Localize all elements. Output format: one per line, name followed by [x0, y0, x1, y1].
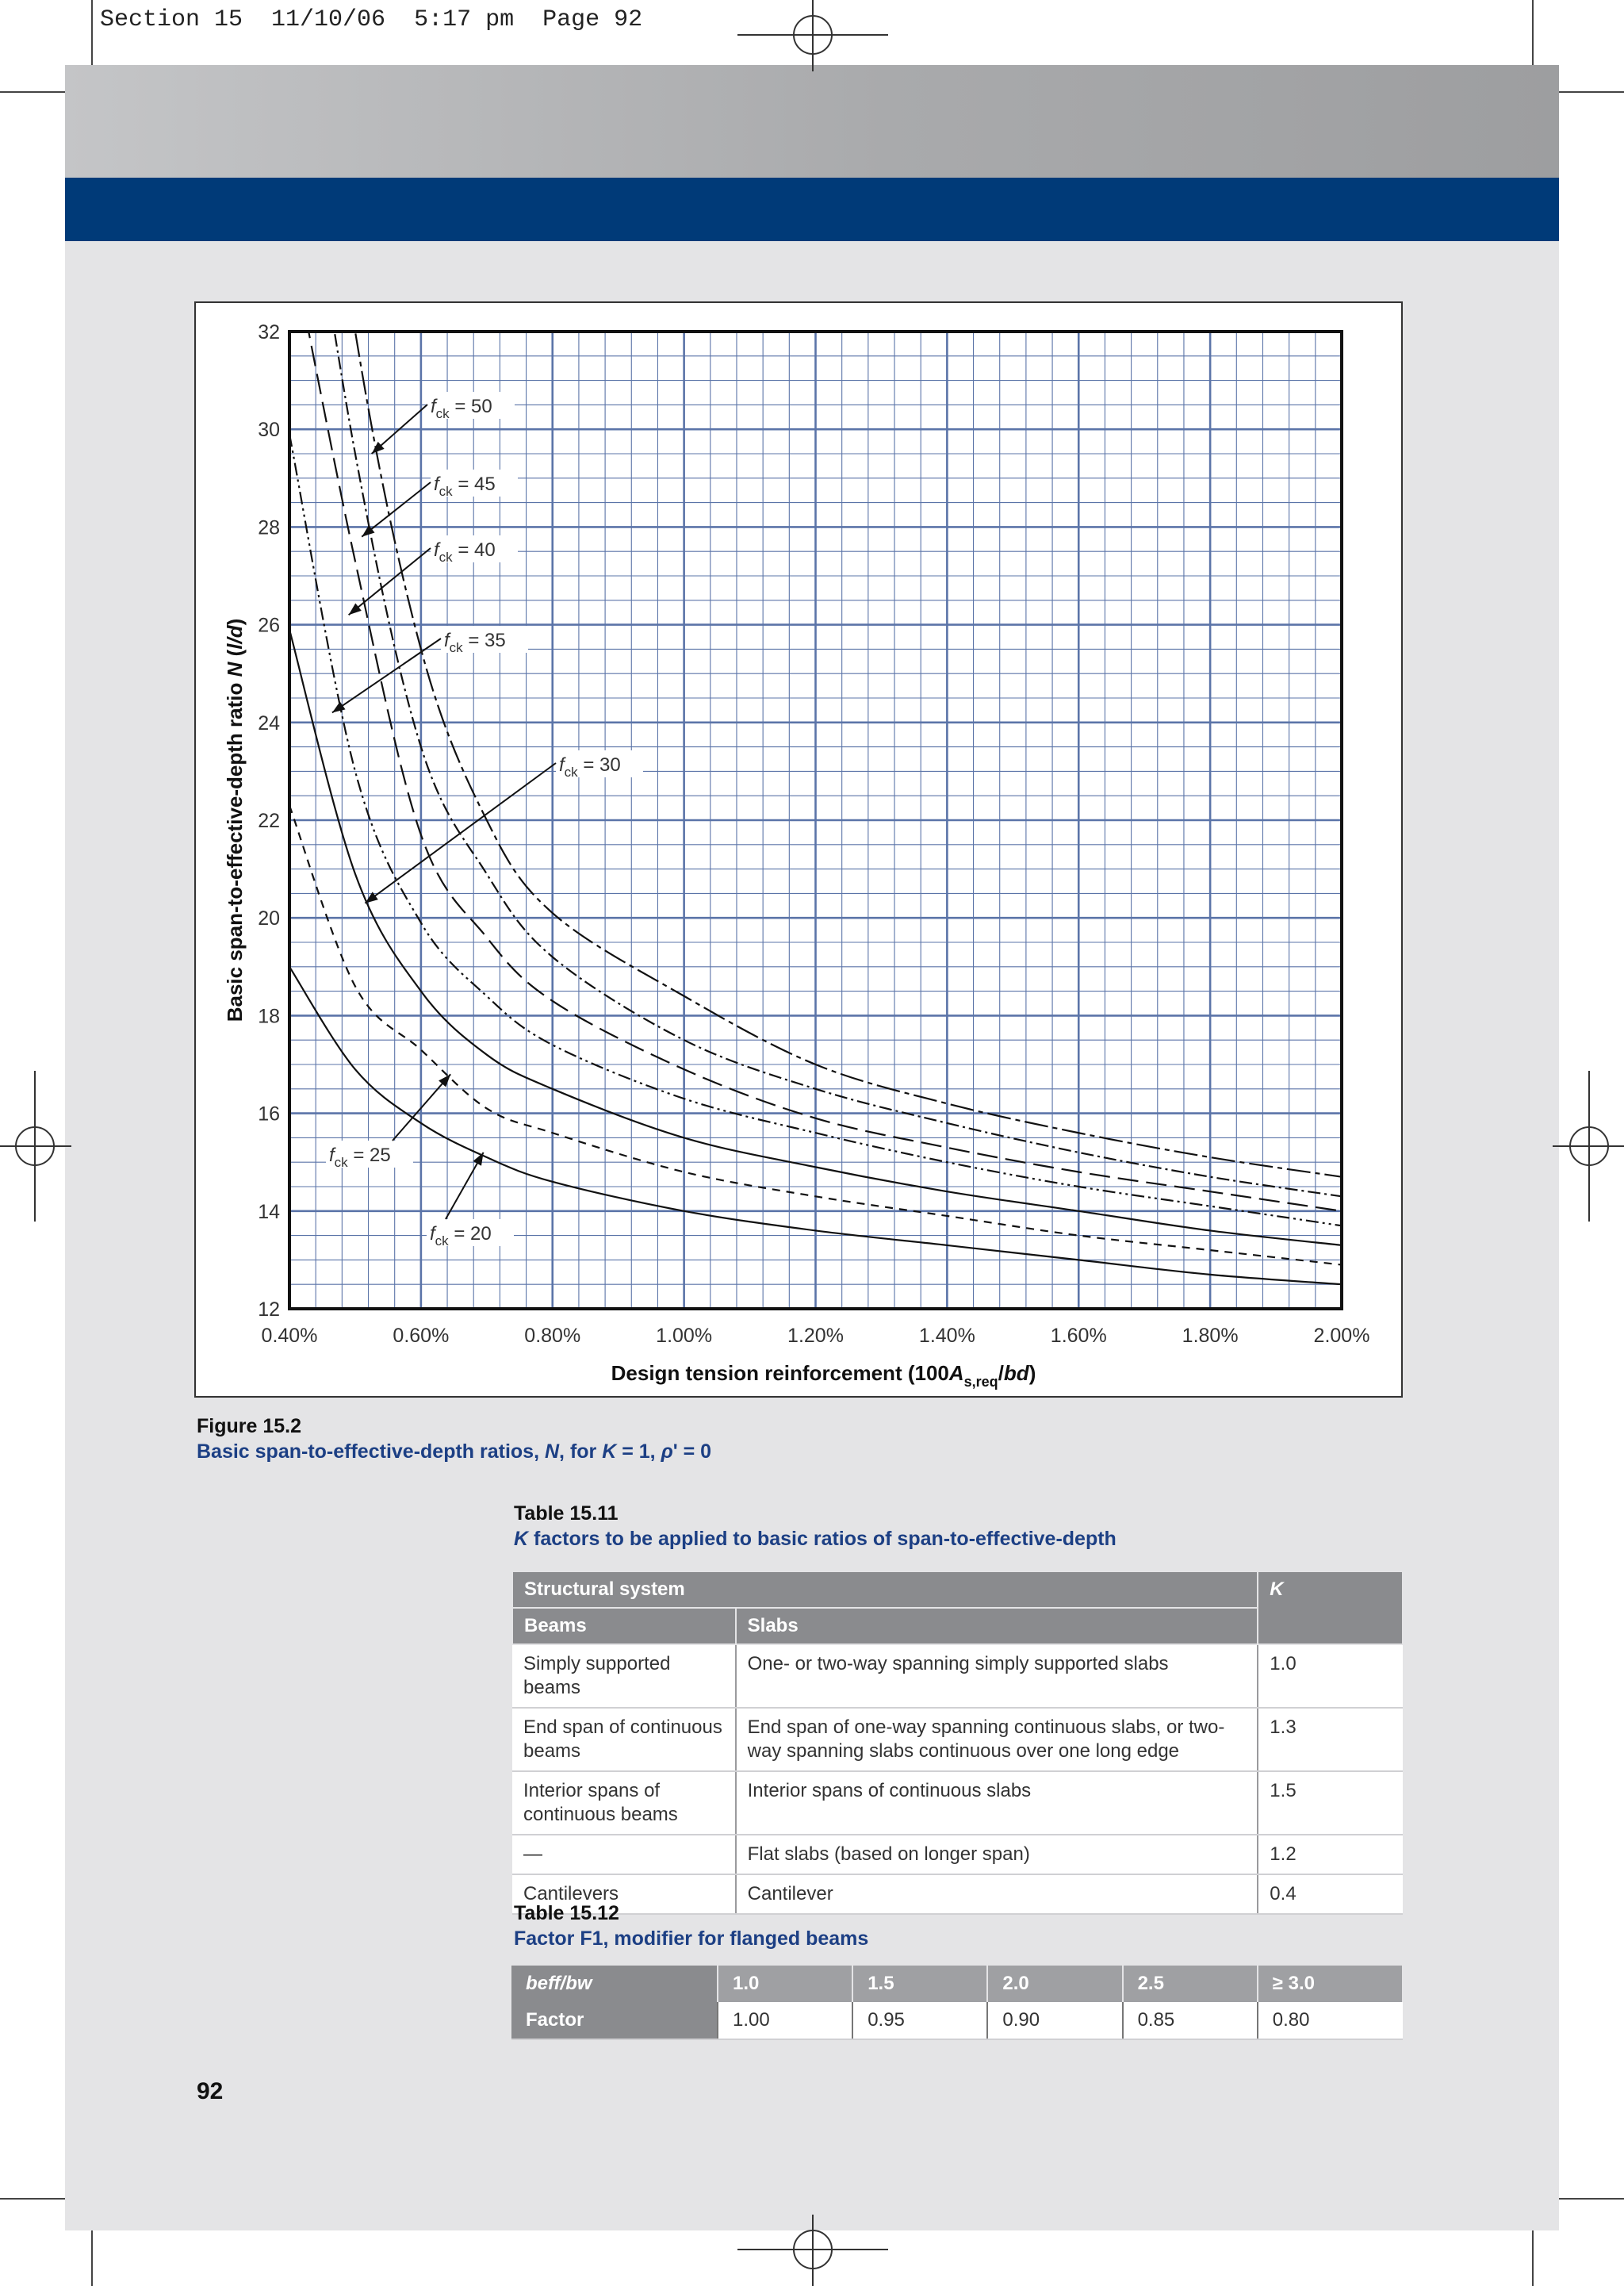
annotation-label: $f_{ck} = 45$ [434, 474, 496, 499]
table-k-number: Table 15.11 [514, 1502, 619, 1525]
annotation-label: $f_{ck} = 35$ [444, 630, 506, 655]
table-row [512, 1771, 1403, 1835]
x-tick-label: 1.20% [787, 1325, 844, 1347]
table-f1-title: Factor F1, modifier for flanged beams [514, 1927, 869, 1950]
y-tick-label: 22 [258, 810, 280, 832]
beams-cell: Simply supported beams [512, 1644, 736, 1708]
header-structural-system: Structural system [512, 1571, 1258, 1608]
crop-mark [1532, 0, 1534, 71]
registration-mark [1553, 1071, 1624, 1222]
beams-cell: — [512, 1835, 736, 1874]
y-tick-label: 16 [258, 1103, 280, 1126]
table-row [512, 1644, 1403, 1708]
f1-factor-table [511, 1966, 1404, 2040]
ratio-cell: 1.0 [718, 1966, 852, 2002]
annotation-label: $f_{ck} = 25$ [329, 1145, 391, 1170]
x-tick-label: 0.40% [261, 1325, 318, 1347]
annotation-arrow [332, 639, 441, 712]
registration-mark [737, 2215, 888, 2286]
figure-title: Basic span-to-effective-depth ratios, N, for K = 1, ρ' = 0 [197, 1440, 712, 1463]
annotation-label: $f_{ck} = 20$ [430, 1223, 492, 1248]
table-row [512, 1835, 1403, 1874]
factor-cell: 0.90 [987, 2002, 1122, 2039]
y-tick-label: 24 [258, 711, 280, 735]
y-tick-label: 32 [258, 321, 280, 343]
table-row [512, 1874, 1403, 1914]
x-tick-label: 2.00% [1313, 1325, 1370, 1347]
x-tick-label: 0.60% [393, 1325, 450, 1347]
beams-cell: Interior spans of continuous beams [512, 1771, 736, 1835]
annotation-arrow [365, 763, 556, 903]
row-header-ratio: beff/bw [511, 1966, 718, 2002]
k-cell: 1.3 [1258, 1708, 1403, 1771]
slabs-cell: One- or two-way spanning simply supported slabs [736, 1644, 1258, 1708]
table-row [512, 1708, 1403, 1771]
crop-mark [0, 2198, 71, 2200]
table-f1-number: Table 15.12 [514, 1902, 619, 1924]
ratio-cell: 1.5 [852, 1966, 987, 2002]
k-cell: 0.4 [1258, 1874, 1403, 1914]
y-axis-label: Basic span-to-effective-depth ratio N (l/d) [223, 618, 247, 1022]
y-tick-label: 12 [258, 1298, 280, 1321]
ratio-cell: 2.5 [1123, 1966, 1258, 2002]
header-k: K [1258, 1571, 1403, 1644]
slabs-cell: Flat slabs (based on longer span) [736, 1835, 1258, 1874]
x-tick-label: 1.80% [1182, 1325, 1239, 1347]
header-beams: Beams [512, 1608, 736, 1644]
k-factors-table [511, 1571, 1404, 1915]
annotation-arrow [349, 548, 431, 615]
slabs-cell: Interior spans of continuous slabs [736, 1771, 1258, 1835]
header-slabs: Slabs [736, 1608, 1258, 1644]
factor-cell: 0.85 [1123, 2002, 1258, 2039]
registration-mark [737, 0, 888, 71]
factor-cell: 1.00 [718, 2002, 852, 2039]
print-slug: Section 15 11/10/06 5:17 pm Page 92 [100, 6, 643, 33]
crop-mark [1553, 91, 1624, 93]
table-row [511, 2002, 1403, 2039]
beams-cell: Cantilevers [512, 1874, 736, 1914]
slabs-cell: Cantilever [736, 1874, 1258, 1914]
header-blue-band [65, 178, 1559, 241]
annotation-arrowhead [349, 604, 362, 616]
k-cell: 1.5 [1258, 1771, 1403, 1835]
table-k-title: K factors to be applied to basic ratios of span-to-effective-depth [514, 1528, 1116, 1550]
y-tick-label: 14 [258, 1200, 280, 1223]
y-tick-label: 30 [258, 419, 280, 442]
crop-mark [0, 91, 71, 93]
ratio-cell: ≥ 3.0 [1258, 1966, 1403, 2002]
ratio-cell: 2.0 [987, 1966, 1122, 2002]
crop-mark [1553, 2198, 1624, 2200]
y-tick-label: 20 [258, 907, 280, 930]
x-tick-label: 1.40% [918, 1325, 975, 1347]
page-number: 92 [197, 2078, 224, 2104]
annotation-label: $f_{ck} = 30$ [559, 754, 621, 780]
table-row [511, 1966, 1403, 2002]
k-cell: 1.0 [1258, 1644, 1403, 1708]
k-cell: 1.2 [1258, 1835, 1403, 1874]
row-header-factor: Factor [511, 2002, 718, 2039]
y-tick-label: 18 [258, 1005, 280, 1028]
beams-cell: End span of continuous beams [512, 1708, 736, 1771]
x-tick-label: 0.80% [524, 1325, 581, 1347]
crop-mark [91, 0, 93, 71]
factor-cell: 0.95 [852, 2002, 987, 2039]
span-depth-chart [194, 301, 1403, 1398]
x-axis-label: Design tension reinforcement $(100A_{s,req}/bd)$ [611, 1361, 1036, 1390]
x-tick-label: 1.60% [1050, 1325, 1107, 1347]
header-grey-band [65, 65, 1559, 178]
y-tick-label: 26 [258, 614, 280, 637]
slabs-cell: End span of one-way spanning continuous slabs, or two-way spanning slabs continuous over one long edge [736, 1708, 1258, 1771]
figure-number: Figure 15.2 [197, 1415, 301, 1437]
y-tick-label: 28 [258, 516, 280, 539]
x-tick-label: 1.00% [656, 1325, 713, 1347]
annotation-label: $f_{ck} = 40$ [434, 539, 496, 565]
factor-cell: 0.80 [1258, 2002, 1403, 2039]
annotation-label: $f_{ck} = 50$ [431, 396, 492, 421]
registration-mark [0, 1071, 71, 1222]
